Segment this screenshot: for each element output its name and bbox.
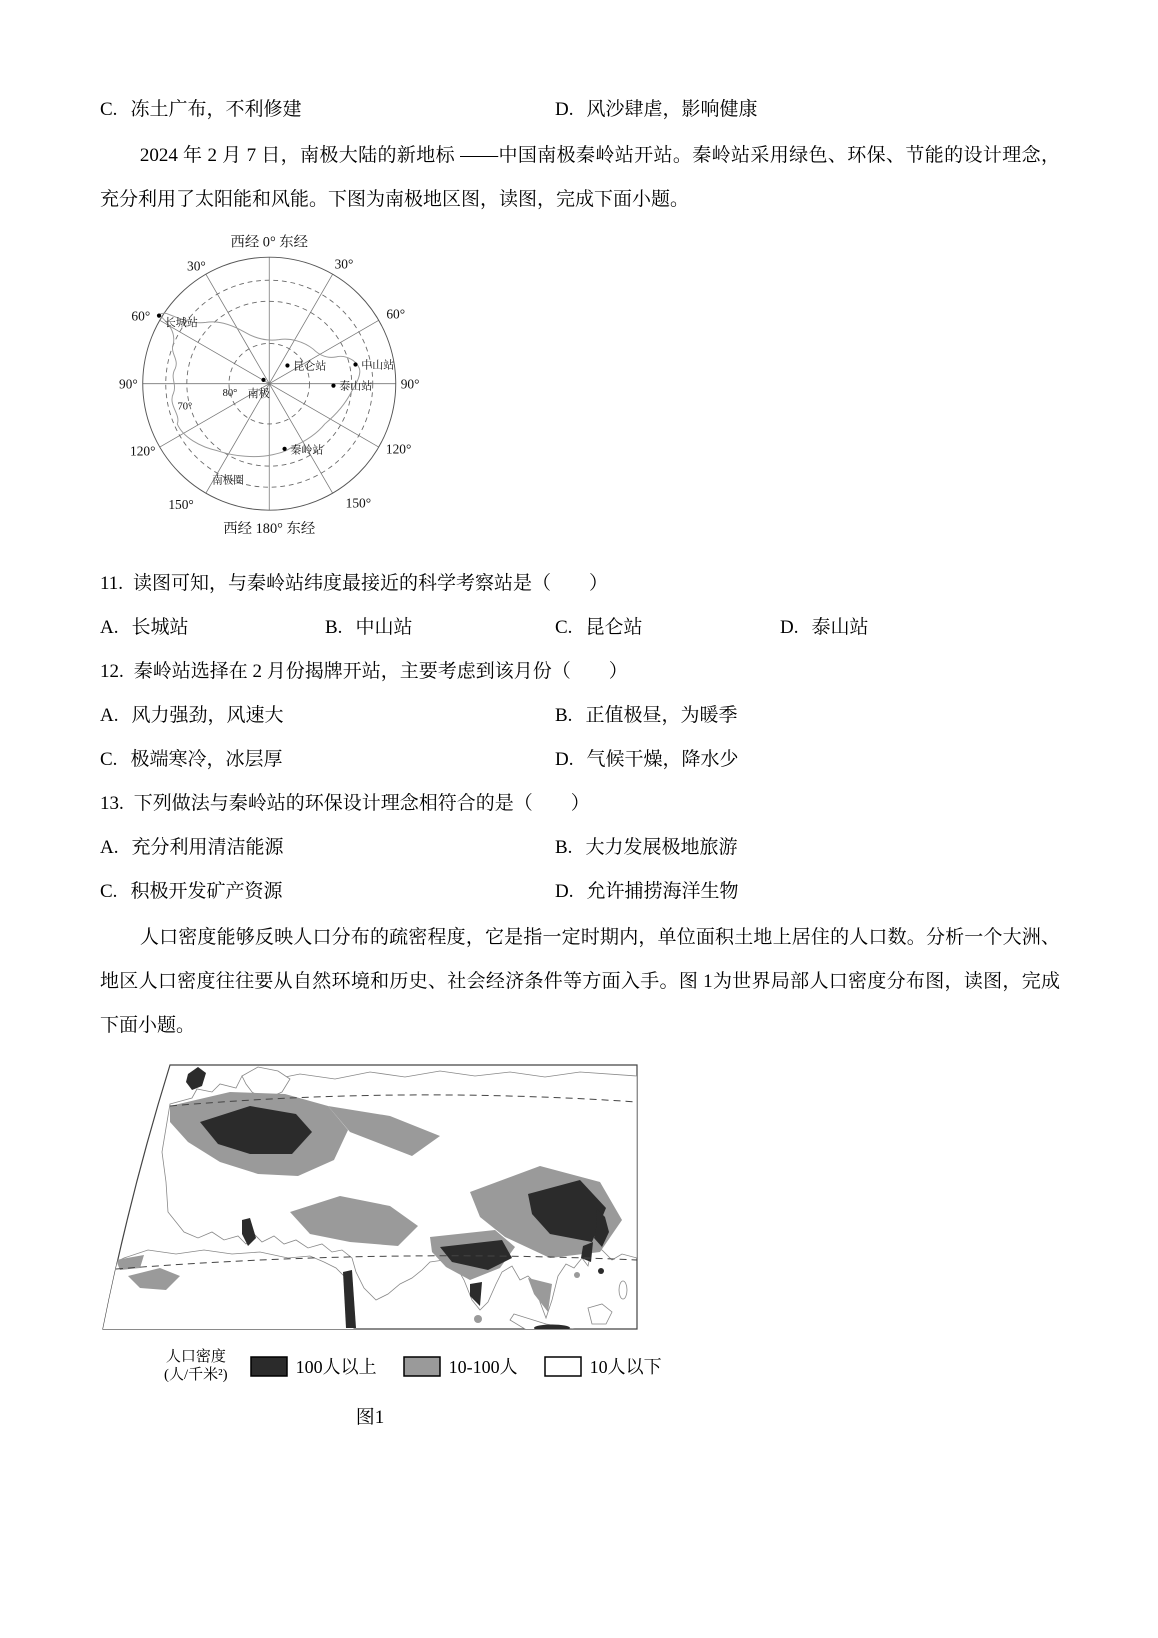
deg-30-left: 30° [187, 258, 206, 274]
option-letter: C. [100, 99, 118, 120]
deg-30-right: 30° [334, 256, 354, 272]
station-label-qinling: 秦岭站 [290, 444, 324, 457]
antarctic-map-figure [114, 232, 1060, 550]
option-text: 中山站 [355, 617, 413, 638]
option-a [100, 694, 555, 738]
top-option-row [100, 88, 1060, 132]
deg-60-right: 60° [386, 306, 406, 322]
option-letter: B. [325, 617, 343, 638]
density-legend [164, 1348, 1060, 1384]
deg-150-left: 150° [168, 497, 194, 513]
legend-label: 10人以下 [589, 1357, 662, 1377]
option-letter: B. [555, 837, 573, 858]
question-number: 11. [100, 573, 124, 594]
legend-item-medium [403, 1353, 518, 1379]
station-label-kunlun: 昆仑站 [293, 360, 327, 373]
legend-title [164, 1348, 228, 1384]
legend-title-line2: (人/千米²) [164, 1367, 228, 1383]
question-text: 下列做法与秦岭站的环保设计理念相符合的是（ ） [133, 793, 590, 814]
intro-paragraph-antarctic: 2024 年 2 月 7 日，南极大陆的新地标 ——中国南极秦岭站开站。秦岭站采用绿色、环保、节能的设计理念，充分利用了太阳能和风能。下图为南极地区图，读图，完成下面小题。 [100, 145, 1060, 210]
question-stem [100, 562, 1060, 606]
deg-120-right: 120° [385, 441, 412, 457]
legend-swatch-high [250, 1356, 288, 1377]
question-stem [100, 650, 1060, 694]
intro-paragraph-population: 人口密度能够反映人口分布的疏密程度，它是指一定时期内，单位面积土地上居住的人口数。分析一个大洲、地区人口密度往往要从自然环境和历史、社会经济条件等方面入手。图 1为世界局部人口密度分布图，读图，完成下面小题。 [100, 927, 1060, 1036]
option-letter: C. [100, 881, 118, 902]
antarctica-outline [159, 313, 360, 456]
station-dot-taishan [331, 383, 335, 387]
philippines-outline [619, 1281, 627, 1299]
option-letter: A. [100, 705, 119, 726]
question-11 [100, 562, 1060, 650]
java-dense [534, 1325, 570, 1332]
option-letter: C. [100, 749, 118, 770]
axis-top-label: 西经 0° 东经 [230, 234, 309, 251]
option-text: 风力强劲，风速大 [131, 705, 284, 726]
legend-item-high [250, 1353, 377, 1379]
question-number: 12. [100, 661, 124, 682]
question-options-row-1 [100, 694, 1060, 738]
station-dot-zhongshan [353, 362, 357, 366]
antarctic-map [114, 232, 459, 544]
option-text: 极端寒冷，冰层厚 [130, 749, 283, 770]
station-label-changcheng: 长城站 [164, 317, 198, 330]
deg-150-right: 150° [345, 495, 372, 511]
deg-90-right: 90° [400, 376, 420, 392]
legend-swatch-low [544, 1356, 582, 1377]
lat-80-label: 80° [222, 388, 238, 400]
station-label-taishan: 泰山站 [339, 380, 373, 393]
antarctic-circle-label: 南极圈 [212, 475, 244, 487]
option-letter: D. [555, 99, 574, 120]
option-letter: D. [555, 749, 574, 770]
option-letter: D. [555, 881, 574, 902]
option-text: 长城站 [131, 617, 189, 638]
option-letter: A. [100, 617, 119, 638]
question-number: 13. [100, 793, 124, 814]
population-density-figure [100, 1062, 1060, 1429]
legend-item-low [544, 1353, 662, 1379]
station-dot-kunlun [285, 363, 289, 367]
question-13 [100, 782, 1060, 914]
south-pole-dot [261, 378, 265, 382]
option-text: 风沙肆虐，影响健康 [586, 99, 758, 120]
question-options-row-2 [100, 870, 1060, 914]
legend-swatch-medium [403, 1356, 441, 1377]
lat-70-label: 70° [177, 401, 193, 413]
option-text: 冻土广布，不利修建 [130, 99, 302, 120]
deg-60-left: 60° [131, 308, 151, 324]
option-text: 积极开发矿产资源 [130, 881, 283, 902]
option-c [100, 738, 555, 782]
legend-label: 100人以上 [295, 1357, 377, 1377]
option-d [555, 738, 739, 782]
option-c [100, 88, 555, 132]
south-pole-label: 南极 [247, 388, 270, 401]
station-dot-qinling [282, 447, 286, 451]
question-options-row-2 [100, 738, 1060, 782]
station-dot-changcheng [157, 314, 161, 318]
option-letter: D. [780, 617, 799, 638]
population-density-map [100, 1062, 640, 1332]
option-text: 充分利用清洁能源 [131, 837, 284, 858]
station-label-zhongshan: 中山站 [361, 359, 395, 372]
question-text: 秦岭站选择在 2 月份揭牌开站，主要考虑到该月份（ ） [133, 661, 628, 682]
question-options-row-1 [100, 826, 1060, 870]
option-d [780, 606, 869, 650]
option-letter: A. [100, 837, 119, 858]
question-12 [100, 650, 1060, 782]
legend-title-line1: 人口密度 [165, 1349, 226, 1365]
option-text: 昆仑站 [585, 617, 643, 638]
question-text: 读图可知，与秦岭站纬度最接近的科学考察站是（ ） [133, 573, 609, 594]
option-text: 允许捕捞海洋生物 [586, 881, 739, 902]
legend-label: 10-100人 [448, 1357, 518, 1377]
option-text: 气候干燥，降水少 [586, 749, 739, 770]
option-letter: C. [555, 617, 573, 638]
option-text: 泰山站 [811, 617, 869, 638]
option-text: 大力发展极地旅游 [585, 837, 738, 858]
taiwan-dense [598, 1268, 604, 1274]
option-a [100, 606, 325, 650]
option-d [555, 870, 739, 914]
option-a [100, 826, 555, 870]
option-c [555, 606, 780, 650]
question-options [100, 606, 1060, 650]
option-b [555, 694, 737, 738]
option-c [100, 870, 555, 914]
deg-120-left: 120° [130, 443, 156, 459]
question-stem [100, 782, 1060, 826]
option-b [555, 826, 737, 870]
option-text: 正值极昼，为暖季 [585, 705, 738, 726]
axis-bottom-label: 西经 180° 东经 [223, 521, 316, 538]
deg-90-left: 90° [118, 376, 138, 392]
option-letter: B. [555, 705, 573, 726]
option-b [325, 606, 555, 650]
figure-caption: 图1 [355, 1407, 385, 1428]
option-d [555, 88, 758, 132]
